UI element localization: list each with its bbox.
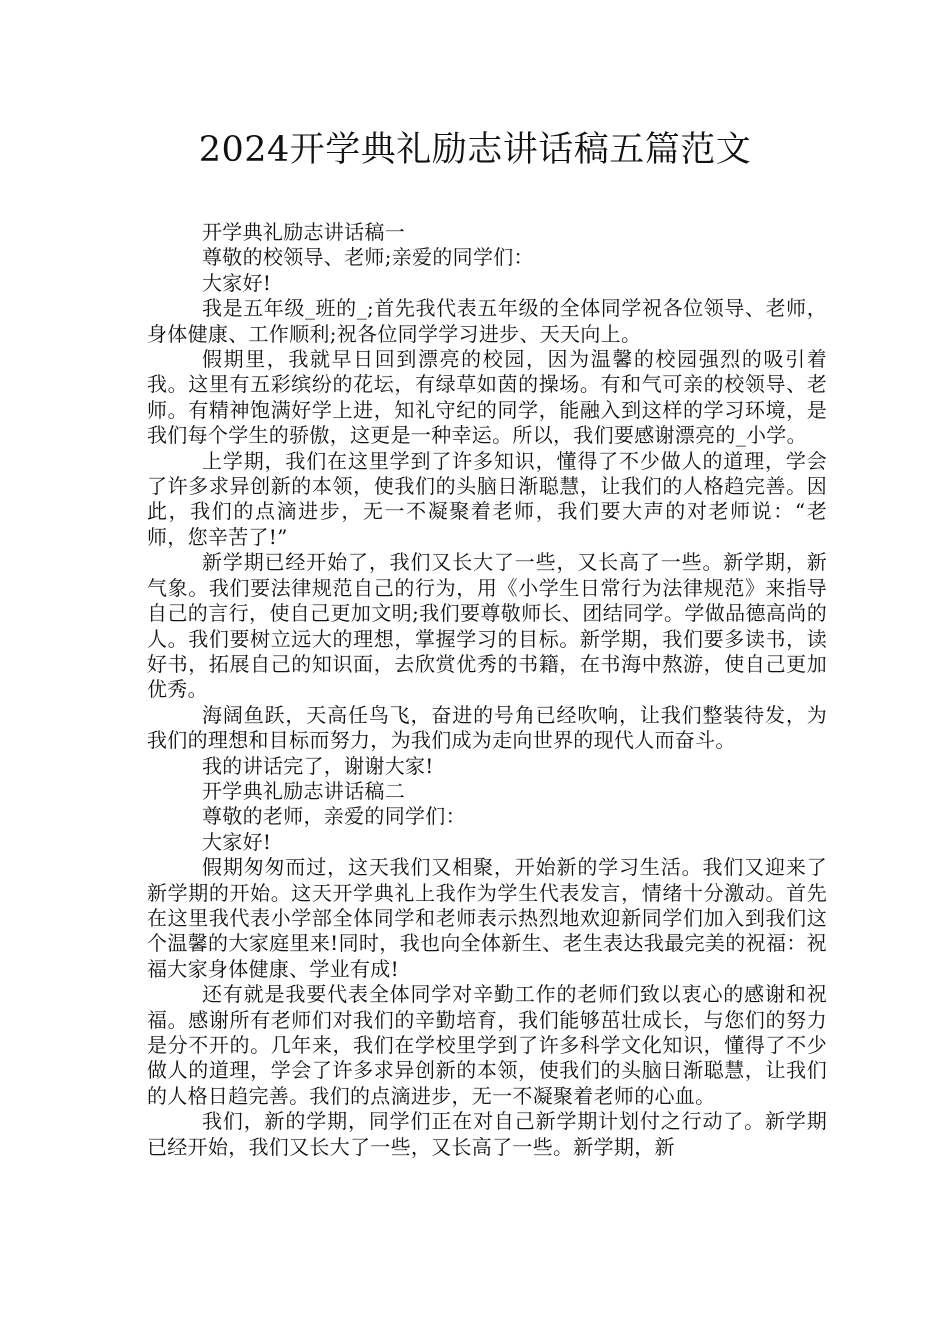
- paragraph: 新学期已经开始了，我们又长大了一些，又长高了一些。新学期，新气象。我们要法律规范自己的行为，用《小学生日常行为法律规范》来指导自己的言行，使自己更加文明;我们要尊敬师长、团结同学。学做品德高尚的人。我们要树立远大的理想，掌握学习的目标。新学期，我们要多读书，读好书，拓展自己的知识面，去欣赏优秀的书籍，在书海中熬游，使自己更加优秀。: [147, 550, 827, 702]
- paragraph: 上学期，我们在这里学到了许多知识，懂得了不少做人的道理，学会了许多求异创新的本领，使我们的头脑日渐聪慧，让我们的人格趋完善。因此，我们的点滴进步，无一不凝聚着老师，我们要大声的对老师说：“老师，您辛苦了!”: [147, 448, 827, 549]
- salutation: 尊敬的老师，亲爱的同学们：: [202, 804, 466, 829]
- greeting: 大家好!: [202, 270, 272, 295]
- closing-line: 我的讲话完了，谢谢大家!: [202, 753, 434, 778]
- section-heading-2: 开学典礼励志讲话稿二: [202, 778, 405, 803]
- paragraph: 还有就是我要代表全体同学对辛勤工作的老师们致以衷心的感谢和祝福。感谢所有老师们对我们的辛勤培育，我们能够茁壮成长，与您们的努力是分不开的。几年来，我们在学校里学到了许多科学文化知识，懂得了不少做人的道理，学会了许多求异创新的本领，使我们的头脑日渐聪慧，让我们的人格日趋完善。我们的点滴进步，无一不凝聚着老师的心血。: [147, 982, 827, 1108]
- paragraph: 海阔鱼跃，天高任鸟飞，奋进的号角已经吹响，让我们整装待发，为我们的理想和目标而努力，为我们成为走向世界的现代人而奋斗。: [147, 702, 827, 753]
- document-body: [147, 220, 827, 1160]
- document-title: 2024开学典礼励志讲话稿五篇范文: [198, 130, 752, 170]
- greeting: 大家好!: [202, 829, 272, 854]
- salutation: 尊敬的校领导、老师;亲爱的同学们：: [202, 245, 534, 270]
- paragraph: 假期匆匆而过，这天我们又相聚，开始新的学习生活。我们又迎来了新学期的开始。这天开学典礼上我作为学生代表发言，情绪十分激动。首先在这里我代表小学部全体同学和老师表示热烈地欢迎新同学们加入到我们这个温馨的大家庭里来!同时，我也向全体新生、老生表达我最完美的祝福：祝福大家身体健康、学业有成!: [147, 855, 827, 981]
- paragraph: 我们，新的学期，同学们正在对自己新学期计划付之行动了。新学期已经开始，我们又长大了一些，又长高了一些。新学期，新: [147, 1109, 827, 1159]
- section-heading-1: 开学典礼励志讲话稿一: [202, 220, 405, 244]
- paragraph: 假期里，我就早日回到漂亮的校园，因为温馨的校园强烈的吸引着我。这里有五彩缤纷的花坛，有绿草如茵的操场。有和气可亲的校领导、老师。有精神饱满好学上进，知礼守纪的同学，能融入到这样的学习环境，是我们每个学生的骄傲，这更是一种幸运。所以，我们要感谢漂亮的_小学。: [147, 347, 827, 448]
- paragraph: 我是五年级_班的_;首先我代表五年级的全体同学祝各位领导、老师，身体健康、工作顺利;祝各位同学学习进步、天天向上。: [147, 296, 827, 346]
